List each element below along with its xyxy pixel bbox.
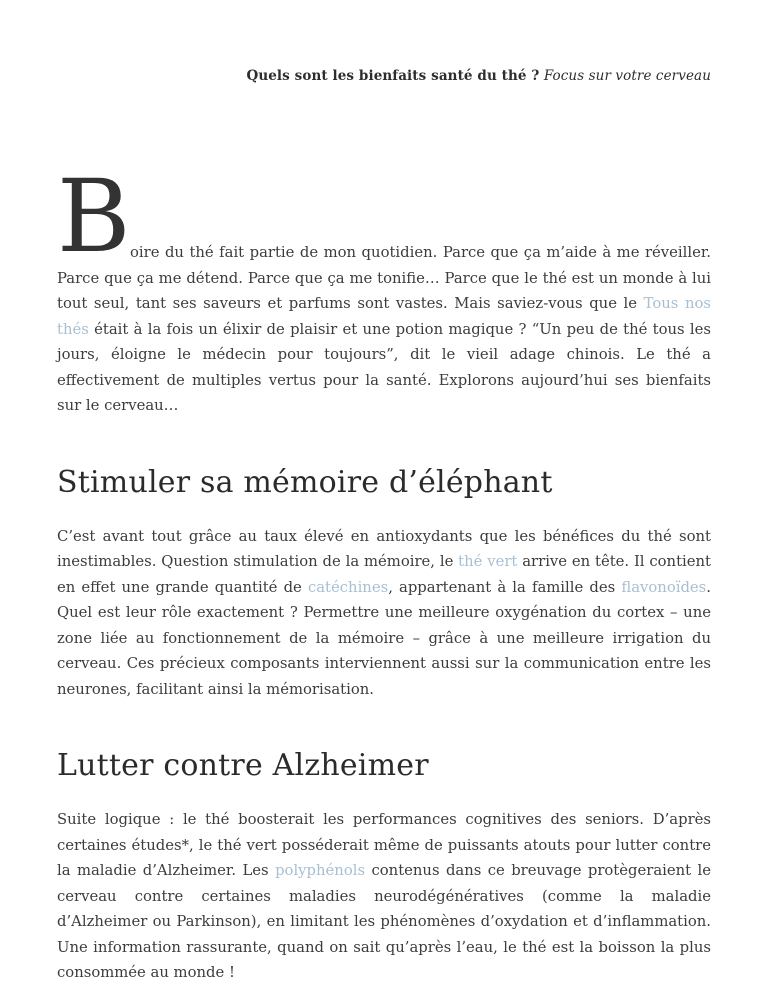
section-memoire [57, 465, 711, 703]
inline-link[interactable]: thé vert [458, 553, 518, 570]
header-subtitle: Focus sur votre cerveau [539, 68, 711, 84]
section-heading-memoire: Stimuler sa mémoire d’éléphant [57, 464, 553, 500]
header-title: Quels sont les bienfaits santé du thé ? [246, 68, 540, 84]
inline-link[interactable]: Tous nos thés [57, 295, 711, 338]
section-paragraph-memoire: C’est avant tout grâce au taux élevé en antioxydants que les bénéfices du thé sont inestimables. Question stimulation de la mémoire, le thé vert arrive en tête. Il contient en effet une grande quantité de catéchines, appartenant à la famille des flavonoïdes. Quel est leur rôle exactement ? Permettre une meilleure oxygénation du cortex – une zone liée au fonctionnement de la mémoire – grâce à une meilleure irrigation du cerveau. Ces précieux composants interviennent aussi sur la communication entre les neurones, facilitant ainsi la mémorisation. [57, 527, 712, 698]
intro-text: oire du thé fait partie de mon quotidien. Parce que ça m’aide à me réveiller. Parce que ça me détend. Parce que ça me tonifie… Parce que le thé est un monde à lui tout seul, tant ses saveurs et parfums sont vastes. Mais saviez-vous que le Tous nos thés était à la fois un élixir de plaisir et une potion magique ? “Un peu de thé tous les jours, éloigne le médecin pour toujours”, dit le vieil adage chinois. Le thé a effectivement de multiples vertus pour la santé. Explorons aujourd’hui ses bienfaits sur le cerveau… [57, 244, 711, 414]
inline-link[interactable]: catéchines [307, 578, 389, 596]
page-header [57, 68, 711, 84]
section-paragraph-alzheimer: Suite logique : le thé boosterait les performances cognitives des seniors. D’après certaines études*, le thé vert posséderait même de puissants atouts pour lutter contre la maladie d’Alzheimer. Les polyphénols contenus dans ce breuvage protègeraient le cerveau contre certaines maladies neurodégénératives (comme la maladie d’Alzheimer ou Parkinson), en limitant les phénomènes d’oxydation et d’inflammation. Une information rassurante, quand on sait qu’après l’eau, le thé est la boisson la plus consommée au monde ! [57, 811, 711, 981]
section-alzheimer [57, 748, 711, 986]
intro-paragraph [57, 158, 711, 419]
section-heading-alzheimer: Lutter contre Alzheimer [57, 748, 429, 783]
inline-link[interactable]: flavonoïdes [621, 578, 707, 596]
drop-cap: B [57, 158, 131, 275]
inline-link[interactable]: polyphénols [275, 862, 366, 879]
